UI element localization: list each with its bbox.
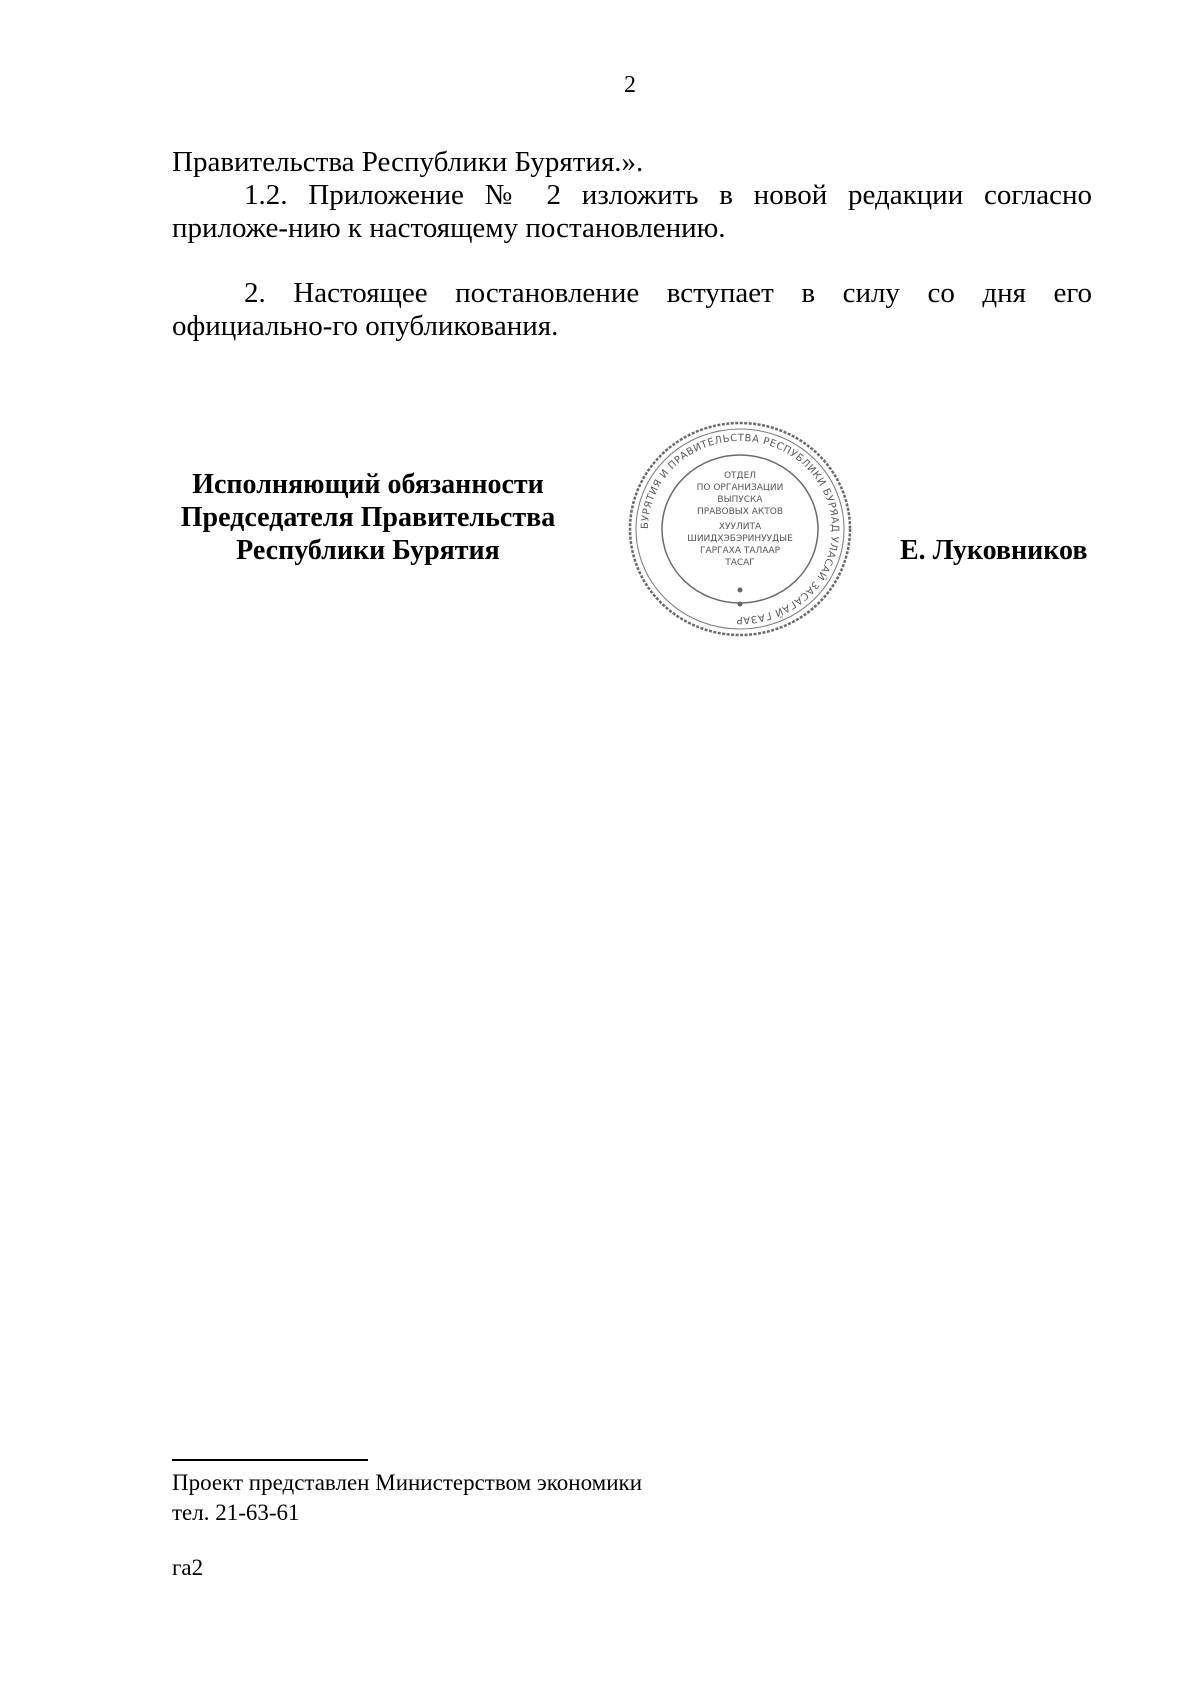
seal-graphic (624, 418, 856, 640)
paragraph-continuation: Правительства Республики Бурятия.». (172, 146, 644, 178)
signer-title-line: Исполняющий обязанности (192, 469, 544, 500)
footer-code: га2 (172, 1555, 204, 1580)
svg-text:ВЫПУСКА: ВЫПУСКА (717, 495, 763, 505)
footer-phone: тел. 21-63-61 (172, 1500, 300, 1525)
svg-text:ПО ОРГАНИЗАЦИИ: ПО ОРГАНИЗАЦИИ (696, 483, 784, 493)
footer-project-note: Проект представлен Министерством экономики (172, 1470, 643, 1495)
paragraph-item-2: 2. Настоящее постановление вступает в силу со дня его официально-го опубликования. (172, 277, 1092, 342)
signer-title (172, 468, 564, 567)
svg-text:ТАСАГ: ТАСАГ (725, 558, 755, 568)
svg-text:ХУУЛИТА: ХУУЛИТА (718, 522, 762, 532)
signer-name: Е. Луковников (900, 535, 1088, 566)
svg-text:БУРЯТИЯ И ПРАВИТЕЛЬСТВА РЕСПУБ: БУРЯТИЯ И ПРАВИТЕЛЬСТВА РЕСПУБЛИКИ БУРЯАД УЛАСАЙ ЗАСАГАЙ ГАЗАР (639, 432, 841, 626)
signer-title-line: Республики Бурятия (236, 535, 500, 566)
svg-text:ШИИДХЭБЭРИНУУДЫЕ: ШИИДХЭБЭРИНУУДЫЕ (687, 534, 793, 544)
svg-text:ГАРГАХА ТАЛААР: ГАРГАХА ТАЛААР (699, 546, 781, 556)
svg-text:ПРАВОВЫХ АКТОВ: ПРАВОВЫХ АКТОВ (696, 507, 784, 517)
signer-title-line: Председателя Правительства (180, 502, 556, 533)
svg-text:ОТДЕЛ: ОТДЕЛ (723, 471, 757, 481)
footnote-divider (172, 1459, 368, 1461)
paragraph-item-1-2: 1.2. Приложение № 2 изложить в новой редакции согласно приложе-нию к настоящему постановлению. (172, 179, 1092, 244)
official-seal (624, 418, 856, 640)
page-number: 2 (624, 72, 636, 98)
